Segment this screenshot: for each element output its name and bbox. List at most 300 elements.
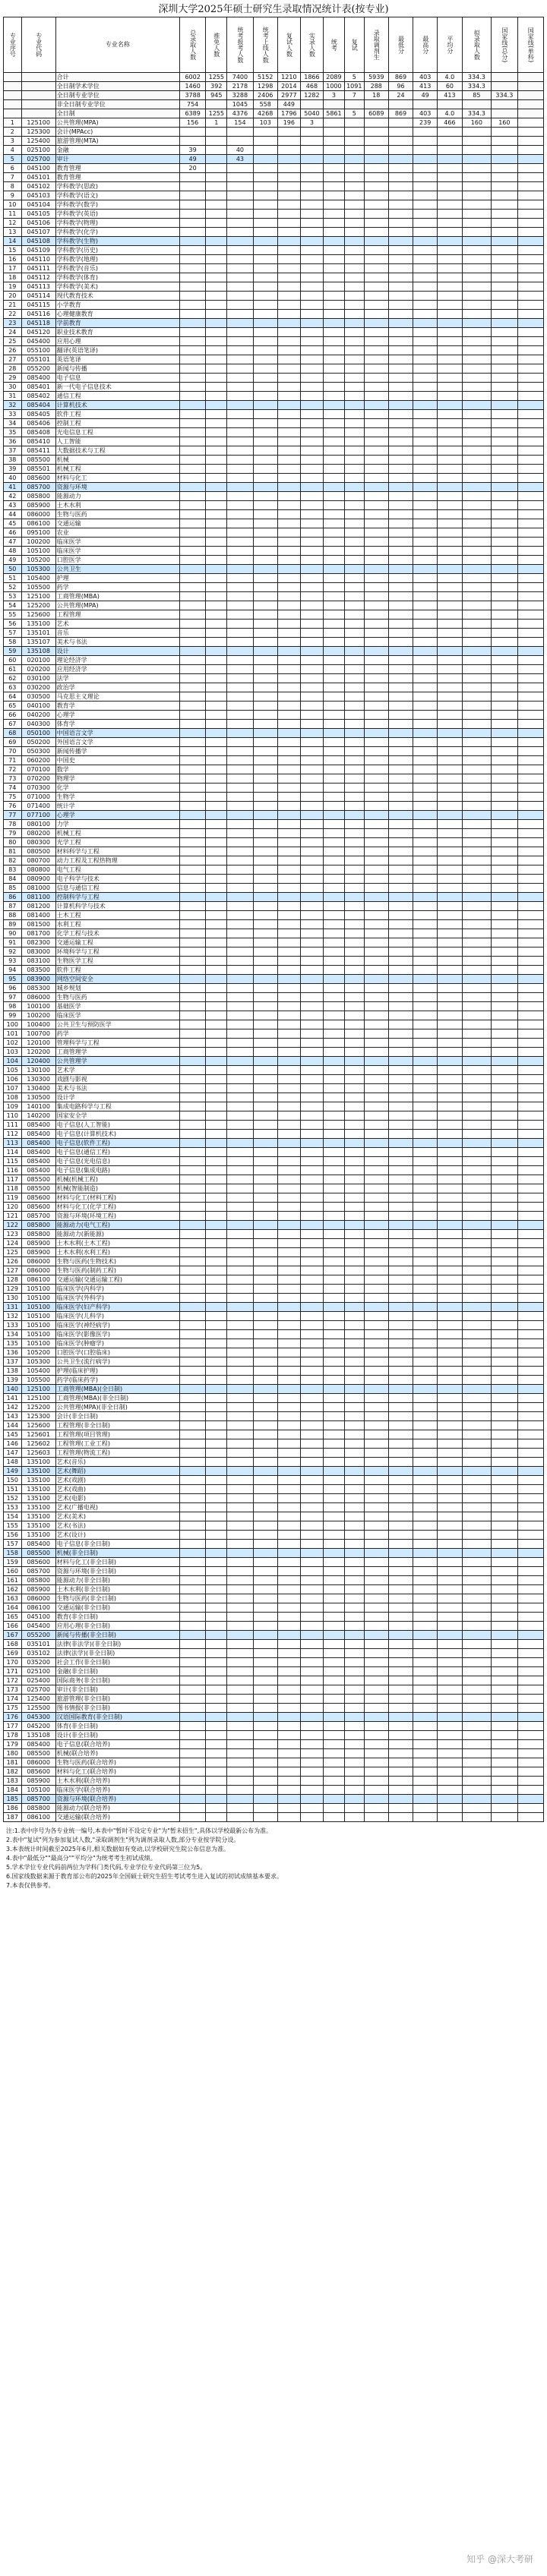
table-cell [517, 164, 543, 173]
table-cell [344, 711, 364, 720]
table-cell [492, 1813, 517, 1822]
table-cell [492, 1476, 517, 1485]
table-cell [413, 1594, 438, 1603]
table-cell [179, 1248, 205, 1257]
table-cell [206, 328, 227, 337]
table-cell [277, 328, 300, 337]
table-cell [227, 884, 253, 893]
table-cell [227, 228, 253, 237]
table-cell [253, 465, 277, 474]
table-cell [277, 847, 300, 856]
table-cell: 085405 [21, 410, 55, 419]
table-cell [388, 592, 413, 601]
table-cell [227, 1075, 253, 1084]
table-cell [517, 784, 543, 793]
table-cell [253, 856, 277, 865]
table-cell [300, 410, 323, 419]
table-cell [277, 774, 300, 784]
table-cell [206, 319, 227, 328]
table-cell [300, 1394, 323, 1403]
table-row [4, 793, 544, 802]
table-cell [364, 583, 388, 592]
table-cell [388, 1631, 413, 1640]
table-cell [364, 920, 388, 929]
table-cell [517, 984, 543, 993]
table-cell: 10 [4, 200, 22, 210]
table-cell [413, 1075, 438, 1084]
table-cell [364, 656, 388, 665]
table-cell [438, 1075, 462, 1084]
table-cell [300, 565, 323, 574]
table-cell [438, 401, 462, 410]
table-cell [492, 1139, 517, 1148]
table-cell [323, 1786, 344, 1795]
table-cell: 045113 [21, 282, 55, 292]
table-cell: 24 [4, 328, 22, 337]
table-cell [344, 747, 364, 756]
table-cell [300, 1804, 323, 1813]
table-cell [179, 191, 205, 200]
table-cell [492, 765, 517, 774]
table-cell: 12 [4, 219, 22, 228]
table-cell [364, 465, 388, 474]
table-row [4, 1093, 544, 1102]
table-cell [206, 1795, 227, 1804]
table-cell [323, 355, 344, 364]
table-cell [179, 1385, 205, 1394]
table-cell [206, 1376, 227, 1385]
table-cell [323, 483, 344, 492]
table-cell [253, 975, 277, 984]
table-cell: 49 [4, 556, 22, 565]
table-cell [344, 1458, 364, 1467]
table-cell: 125100 [21, 1394, 55, 1403]
major-name-cell: 电子信息(通信工程) [55, 1148, 179, 1157]
table-cell [364, 355, 388, 364]
table-cell [462, 1458, 492, 1467]
table-cell: 142 [4, 1403, 22, 1412]
table-cell [227, 255, 253, 264]
table-cell [206, 720, 227, 729]
table-cell: 31 [4, 392, 22, 401]
table-cell [462, 538, 492, 547]
table-cell [323, 1075, 344, 1084]
table-cell [492, 310, 517, 319]
table-cell [492, 437, 517, 446]
table-cell [388, 547, 413, 556]
table-cell [323, 1285, 344, 1294]
table-cell [492, 1193, 517, 1203]
table-cell [364, 1048, 388, 1057]
table-cell [277, 1367, 300, 1376]
table-cell [492, 784, 517, 793]
table-cell: 071000 [21, 793, 55, 802]
table-cell [388, 528, 413, 538]
table-cell [227, 1758, 253, 1767]
table-cell [517, 1631, 543, 1640]
major-name-cell: 电气工程 [55, 865, 179, 875]
table-cell [227, 1704, 253, 1713]
table-cell: 52 [4, 583, 22, 592]
table-cell [388, 683, 413, 692]
table-cell [388, 692, 413, 702]
table-cell [492, 1385, 517, 1394]
table-cell [227, 1048, 253, 1057]
table-cell [344, 1685, 364, 1695]
table-cell [206, 456, 227, 465]
table-cell [277, 1403, 300, 1412]
table-cell [300, 1230, 323, 1239]
table-cell [253, 310, 277, 319]
table-cell [462, 1603, 492, 1613]
table-cell [344, 483, 364, 492]
table-cell [438, 1804, 462, 1813]
table-cell: 72 [4, 765, 22, 774]
table-cell [344, 255, 364, 264]
table-cell [4, 82, 22, 91]
table-cell [344, 1749, 364, 1758]
table-cell [364, 1640, 388, 1649]
table-cell [179, 383, 205, 392]
table-cell [388, 911, 413, 920]
table-cell [438, 556, 462, 565]
table-cell [438, 1166, 462, 1175]
table-cell [300, 911, 323, 920]
table-cell [227, 583, 253, 592]
table-cell [277, 446, 300, 456]
table-cell [323, 601, 344, 610]
table-cell [462, 264, 492, 273]
table-cell [344, 1221, 364, 1230]
table-cell [344, 419, 364, 428]
table-row [4, 510, 544, 519]
table-cell [517, 902, 543, 911]
major-name-cell: 公共管理(MPA) [55, 118, 179, 128]
table-cell [413, 1421, 438, 1430]
table-cell [179, 1102, 205, 1111]
table-cell [206, 1740, 227, 1749]
table-cell [492, 1039, 517, 1048]
table-cell [179, 1576, 205, 1585]
table-cell [462, 492, 492, 501]
table-cell [462, 1285, 492, 1294]
table-cell: 105400 [21, 1367, 55, 1376]
table-cell [227, 620, 253, 629]
major-name-cell: 计算机科学与技术 [55, 902, 179, 911]
table-cell [462, 620, 492, 629]
table-cell [413, 1649, 438, 1658]
table-cell: 105100 [21, 1294, 55, 1303]
table-cell [323, 547, 344, 556]
table-cell: 085400 [21, 1540, 55, 1549]
table-cell [517, 1412, 543, 1421]
table-cell [179, 938, 205, 947]
table-cell [462, 1713, 492, 1722]
table-row [4, 255, 544, 264]
table-cell [206, 1685, 227, 1695]
table-row [4, 938, 544, 947]
table-cell [492, 957, 517, 966]
table-cell [517, 528, 543, 538]
table-cell [438, 1212, 462, 1221]
table-cell [388, 756, 413, 765]
table-cell [388, 1275, 413, 1285]
table-cell [438, 893, 462, 902]
table-cell: 74 [4, 784, 22, 793]
table-row [4, 884, 544, 893]
table-cell [517, 301, 543, 310]
table-cell [388, 1029, 413, 1039]
table-cell [364, 1749, 388, 1758]
table-cell [413, 1130, 438, 1139]
table-cell [179, 128, 205, 137]
table-cell [438, 146, 462, 155]
table-cell: 083900 [21, 975, 55, 984]
table-cell [413, 255, 438, 264]
table-cell: 080100 [21, 820, 55, 829]
table-cell: 085400 [21, 374, 55, 383]
table-cell: 945 [206, 91, 227, 100]
table-cell [388, 665, 413, 674]
table-cell [517, 1121, 543, 1130]
table-cell [517, 1649, 543, 1658]
table-cell [323, 938, 344, 947]
table-cell [253, 1758, 277, 1767]
table-cell [227, 957, 253, 966]
table-cell [388, 729, 413, 738]
table-cell [300, 620, 323, 629]
table-cell [388, 656, 413, 665]
table-cell [206, 510, 227, 519]
table-cell [227, 219, 253, 228]
table-cell [388, 328, 413, 337]
table-cell [206, 1075, 227, 1084]
table-cell [344, 583, 364, 592]
table-cell [300, 1449, 323, 1458]
major-name-cell: 能源动力 [55, 492, 179, 501]
table-cell [413, 865, 438, 875]
table-cell [300, 1749, 323, 1758]
table-cell [277, 765, 300, 774]
table-cell: 135100 [21, 1467, 55, 1476]
table-cell [300, 1321, 323, 1330]
table-cell [364, 838, 388, 847]
table-cell [179, 583, 205, 592]
table-cell: 120400 [21, 1057, 55, 1066]
table-cell [253, 1603, 277, 1613]
major-name-cell: 电子信息(人工智能) [55, 1121, 179, 1130]
major-name-cell: 机械工程 [55, 829, 179, 838]
table-cell [413, 319, 438, 328]
table-cell [227, 1248, 253, 1257]
major-name-cell: 化学 [55, 784, 179, 793]
table-cell [277, 182, 300, 191]
table-cell [438, 1649, 462, 1658]
table-cell [206, 957, 227, 966]
table-cell [438, 1385, 462, 1394]
table-cell [438, 273, 462, 282]
table-row [4, 720, 544, 729]
table-cell [364, 1585, 388, 1594]
table-cell [300, 1257, 323, 1266]
table-cell [323, 1767, 344, 1777]
table-cell [323, 492, 344, 501]
table-cell [364, 1603, 388, 1613]
table-cell [227, 1130, 253, 1139]
table-cell [388, 765, 413, 774]
table-cell: 081700 [21, 929, 55, 938]
table-cell [462, 1512, 492, 1521]
table-cell [492, 1613, 517, 1622]
table-cell [438, 765, 462, 774]
table-cell [364, 665, 388, 674]
table-cell: 125 [4, 1248, 22, 1257]
table-cell [206, 492, 227, 501]
major-name-cell: 法律(非法学)(非全日制) [55, 1640, 179, 1649]
table-cell [206, 620, 227, 629]
table-cell [517, 683, 543, 692]
table-cell [438, 255, 462, 264]
table-cell [413, 1439, 438, 1449]
table-cell [438, 592, 462, 601]
table-cell [413, 446, 438, 456]
table-row [4, 337, 544, 346]
table-cell [300, 310, 323, 319]
table-cell [517, 838, 543, 847]
table-cell [492, 1594, 517, 1603]
table-cell: 086100 [21, 1275, 55, 1285]
table-cell [413, 182, 438, 191]
table-cell [253, 756, 277, 765]
major-name-cell: 国家安全学 [55, 1111, 179, 1121]
column-header: 最低分 [388, 17, 413, 73]
table-cell [413, 592, 438, 601]
table-row [4, 1166, 544, 1175]
table-cell [462, 273, 492, 282]
table-cell: 109 [4, 1102, 22, 1111]
table-cell [300, 1093, 323, 1102]
table-cell [517, 1531, 543, 1540]
table-cell [438, 1203, 462, 1212]
table-cell [227, 1330, 253, 1339]
table-cell [323, 1257, 344, 1266]
table-cell [344, 574, 364, 583]
major-name-cell: 计算机技术 [55, 401, 179, 410]
table-cell [206, 1203, 227, 1212]
table-cell [413, 273, 438, 282]
table-cell [388, 200, 413, 210]
table-cell [277, 1139, 300, 1148]
table-cell: 130100 [21, 1066, 55, 1075]
table-row [4, 228, 544, 237]
table-cell [277, 246, 300, 255]
table-cell [517, 1576, 543, 1585]
table-cell [462, 1685, 492, 1695]
table-cell: 085800 [21, 1576, 55, 1585]
table-cell [323, 173, 344, 182]
table-cell [323, 1002, 344, 1011]
table-cell [492, 601, 517, 610]
table-cell: 105200 [21, 1348, 55, 1357]
table-cell [227, 137, 253, 146]
table-cell [344, 228, 364, 237]
table-row [4, 1731, 544, 1740]
table-cell [206, 629, 227, 638]
table-cell: 1460 [179, 82, 205, 91]
table-cell [492, 428, 517, 437]
table-cell [277, 1531, 300, 1540]
table-cell [492, 465, 517, 474]
table-cell [323, 1512, 344, 1521]
table-cell [462, 137, 492, 146]
table-cell: 152 [4, 1494, 22, 1503]
table-cell [364, 1494, 388, 1503]
table-cell [227, 1029, 253, 1039]
major-name-cell: 网络空间安全 [55, 975, 179, 984]
table-cell [277, 519, 300, 528]
table-cell [323, 1357, 344, 1367]
table-cell [206, 1494, 227, 1503]
table-cell [21, 109, 55, 118]
table-cell [388, 847, 413, 856]
table-cell [413, 1640, 438, 1649]
table-cell [300, 884, 323, 893]
table-cell [253, 929, 277, 938]
table-cell [323, 346, 344, 355]
table-cell [323, 720, 344, 729]
table-cell [253, 1330, 277, 1339]
table-cell: 81 [4, 847, 22, 856]
table-cell [364, 1403, 388, 1412]
table-cell [344, 146, 364, 155]
table-cell [227, 1512, 253, 1521]
table-row [4, 729, 544, 738]
table-cell [227, 1439, 253, 1449]
table-cell [492, 337, 517, 346]
table-cell [206, 574, 227, 583]
table-cell [300, 146, 323, 155]
table-cell [492, 364, 517, 374]
major-name-cell: 工程管理(工业工程) [55, 1439, 179, 1449]
major-name-cell: 新闻传播学 [55, 747, 179, 756]
table-cell [492, 1312, 517, 1321]
table-cell [253, 1704, 277, 1713]
table-cell [438, 929, 462, 938]
table-cell [492, 947, 517, 957]
table-cell: 869 [388, 73, 413, 82]
table-cell [492, 984, 517, 993]
table-cell [492, 1503, 517, 1512]
major-name-cell: 基础医学 [55, 1002, 179, 1011]
table-cell [462, 100, 492, 109]
table-row [4, 1640, 544, 1649]
table-cell [438, 966, 462, 975]
table-cell [300, 519, 323, 528]
table-cell [438, 1339, 462, 1348]
table-cell [438, 1312, 462, 1321]
table-cell [227, 838, 253, 847]
table-row [4, 601, 544, 610]
major-name-cell: 艺术(戏曲) [55, 1485, 179, 1494]
table-cell [179, 702, 205, 711]
table-cell: 105100 [21, 1321, 55, 1330]
table-cell [413, 1722, 438, 1731]
table-cell: 105 [4, 1066, 22, 1075]
table-cell [323, 856, 344, 865]
table-cell: 135108 [21, 1731, 55, 1740]
table-cell [462, 364, 492, 374]
table-cell [462, 228, 492, 237]
